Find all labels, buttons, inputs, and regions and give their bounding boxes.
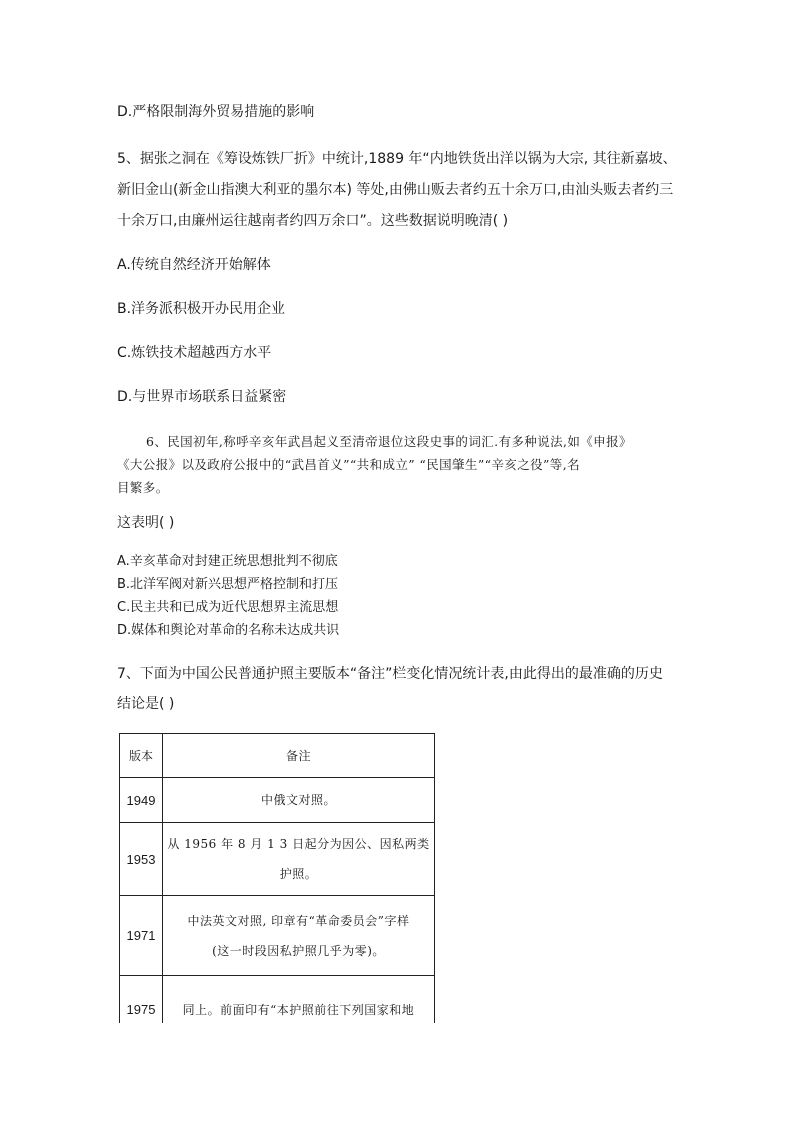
q6-option-c: C.民主共和已成为近代思想界主流思想 <box>117 600 339 615</box>
q5-option-d: D.与世界市场联系日益紧密 <box>117 389 287 405</box>
q5-option-a: A.传统自然经济开始解体 <box>117 257 271 273</box>
prev-option-d: D.严格限制海外贸易措施的影响 <box>117 104 315 120</box>
q6-option-b: B.北洋军阀对新兴思想严格控制和打压 <box>117 577 339 592</box>
table-row <box>120 823 435 896</box>
table-note-line: 护照。 <box>279 867 318 881</box>
table-note-line: 中法英文对照, 印章有“革命委员会”字样 <box>187 913 410 928</box>
table-cell-year: 1949 <box>120 778 163 823</box>
table-header-note: 备注 <box>163 734 435 778</box>
table-cell-year: 1971 <box>120 896 163 976</box>
page-cutoff <box>119 1023 436 1123</box>
q5-stem-line-2: 新旧金山(新金山指澳大利亚的墨尔本) 等处,由佛山贩去者约五十余万口,由汕头贩去者约三 <box>117 182 674 198</box>
table-cell-year: 1953 <box>120 823 163 896</box>
table-cell-note: 中俄文对照。 <box>163 778 435 823</box>
table-cell-note <box>163 896 435 976</box>
passport-table <box>119 733 435 1036</box>
table-header-version: 版本 <box>120 734 163 778</box>
q7-stem-line-2: 结论是( ) <box>117 696 175 712</box>
table-cell-year: 1975 <box>120 976 163 1036</box>
q6-option-d: D.媒体和舆论对革命的名称未达成共识 <box>117 623 340 638</box>
table-row <box>120 778 435 823</box>
q6-stem-question: 这表明( ) <box>117 515 175 531</box>
table-note-line: 从 1956 年 8 月 1 3 日起分为因公、因私两类 <box>167 837 430 851</box>
q5-stem-line-1: 5、据张之洞在《筹设炼铁厂折》中统计,1889 年“内地铁货出洋以锅为大宗, 其往新嘉坡、 <box>117 151 677 167</box>
q5-option-c: C.炼铁技术超越西方水平 <box>117 345 272 361</box>
q6-stem-line-1: 6、民国初年,称呼辛亥年武昌起义至清帝退位这段史事的词汇.有多种说法,如《申报》 <box>146 434 632 449</box>
table-note-line: (这一时段因私护照几乎为零)。 <box>212 943 385 958</box>
q6-stem-line-2: 《大公报》以及政府公报中的“武昌首义”“共和成立” “民国肇生”“辛亥之役”等,名 <box>117 457 580 472</box>
table-header-row <box>120 734 435 778</box>
q6-stem-line-3: 目繁多。 <box>117 480 169 495</box>
table-row <box>120 896 435 976</box>
q5-option-b: B.洋务派积极开办民用企业 <box>117 301 286 317</box>
table-cell-note: 同上。前面印有“本护照前往下列国家和地 <box>163 976 435 1036</box>
q6-option-a: A.辛亥革命对封建正统思想批判不彻底 <box>117 554 338 569</box>
q5-stem-line-3: 十余万口,由廉州运往越南者约四万余口”。这些数据说明晚清( ) <box>117 213 509 229</box>
table-cell-note <box>163 823 435 896</box>
q7-stem-line-1: 7、下面为中国公民普通护照主要版本“备注”栏变化情况统计表,由此得出的最准确的历史 <box>117 666 663 682</box>
